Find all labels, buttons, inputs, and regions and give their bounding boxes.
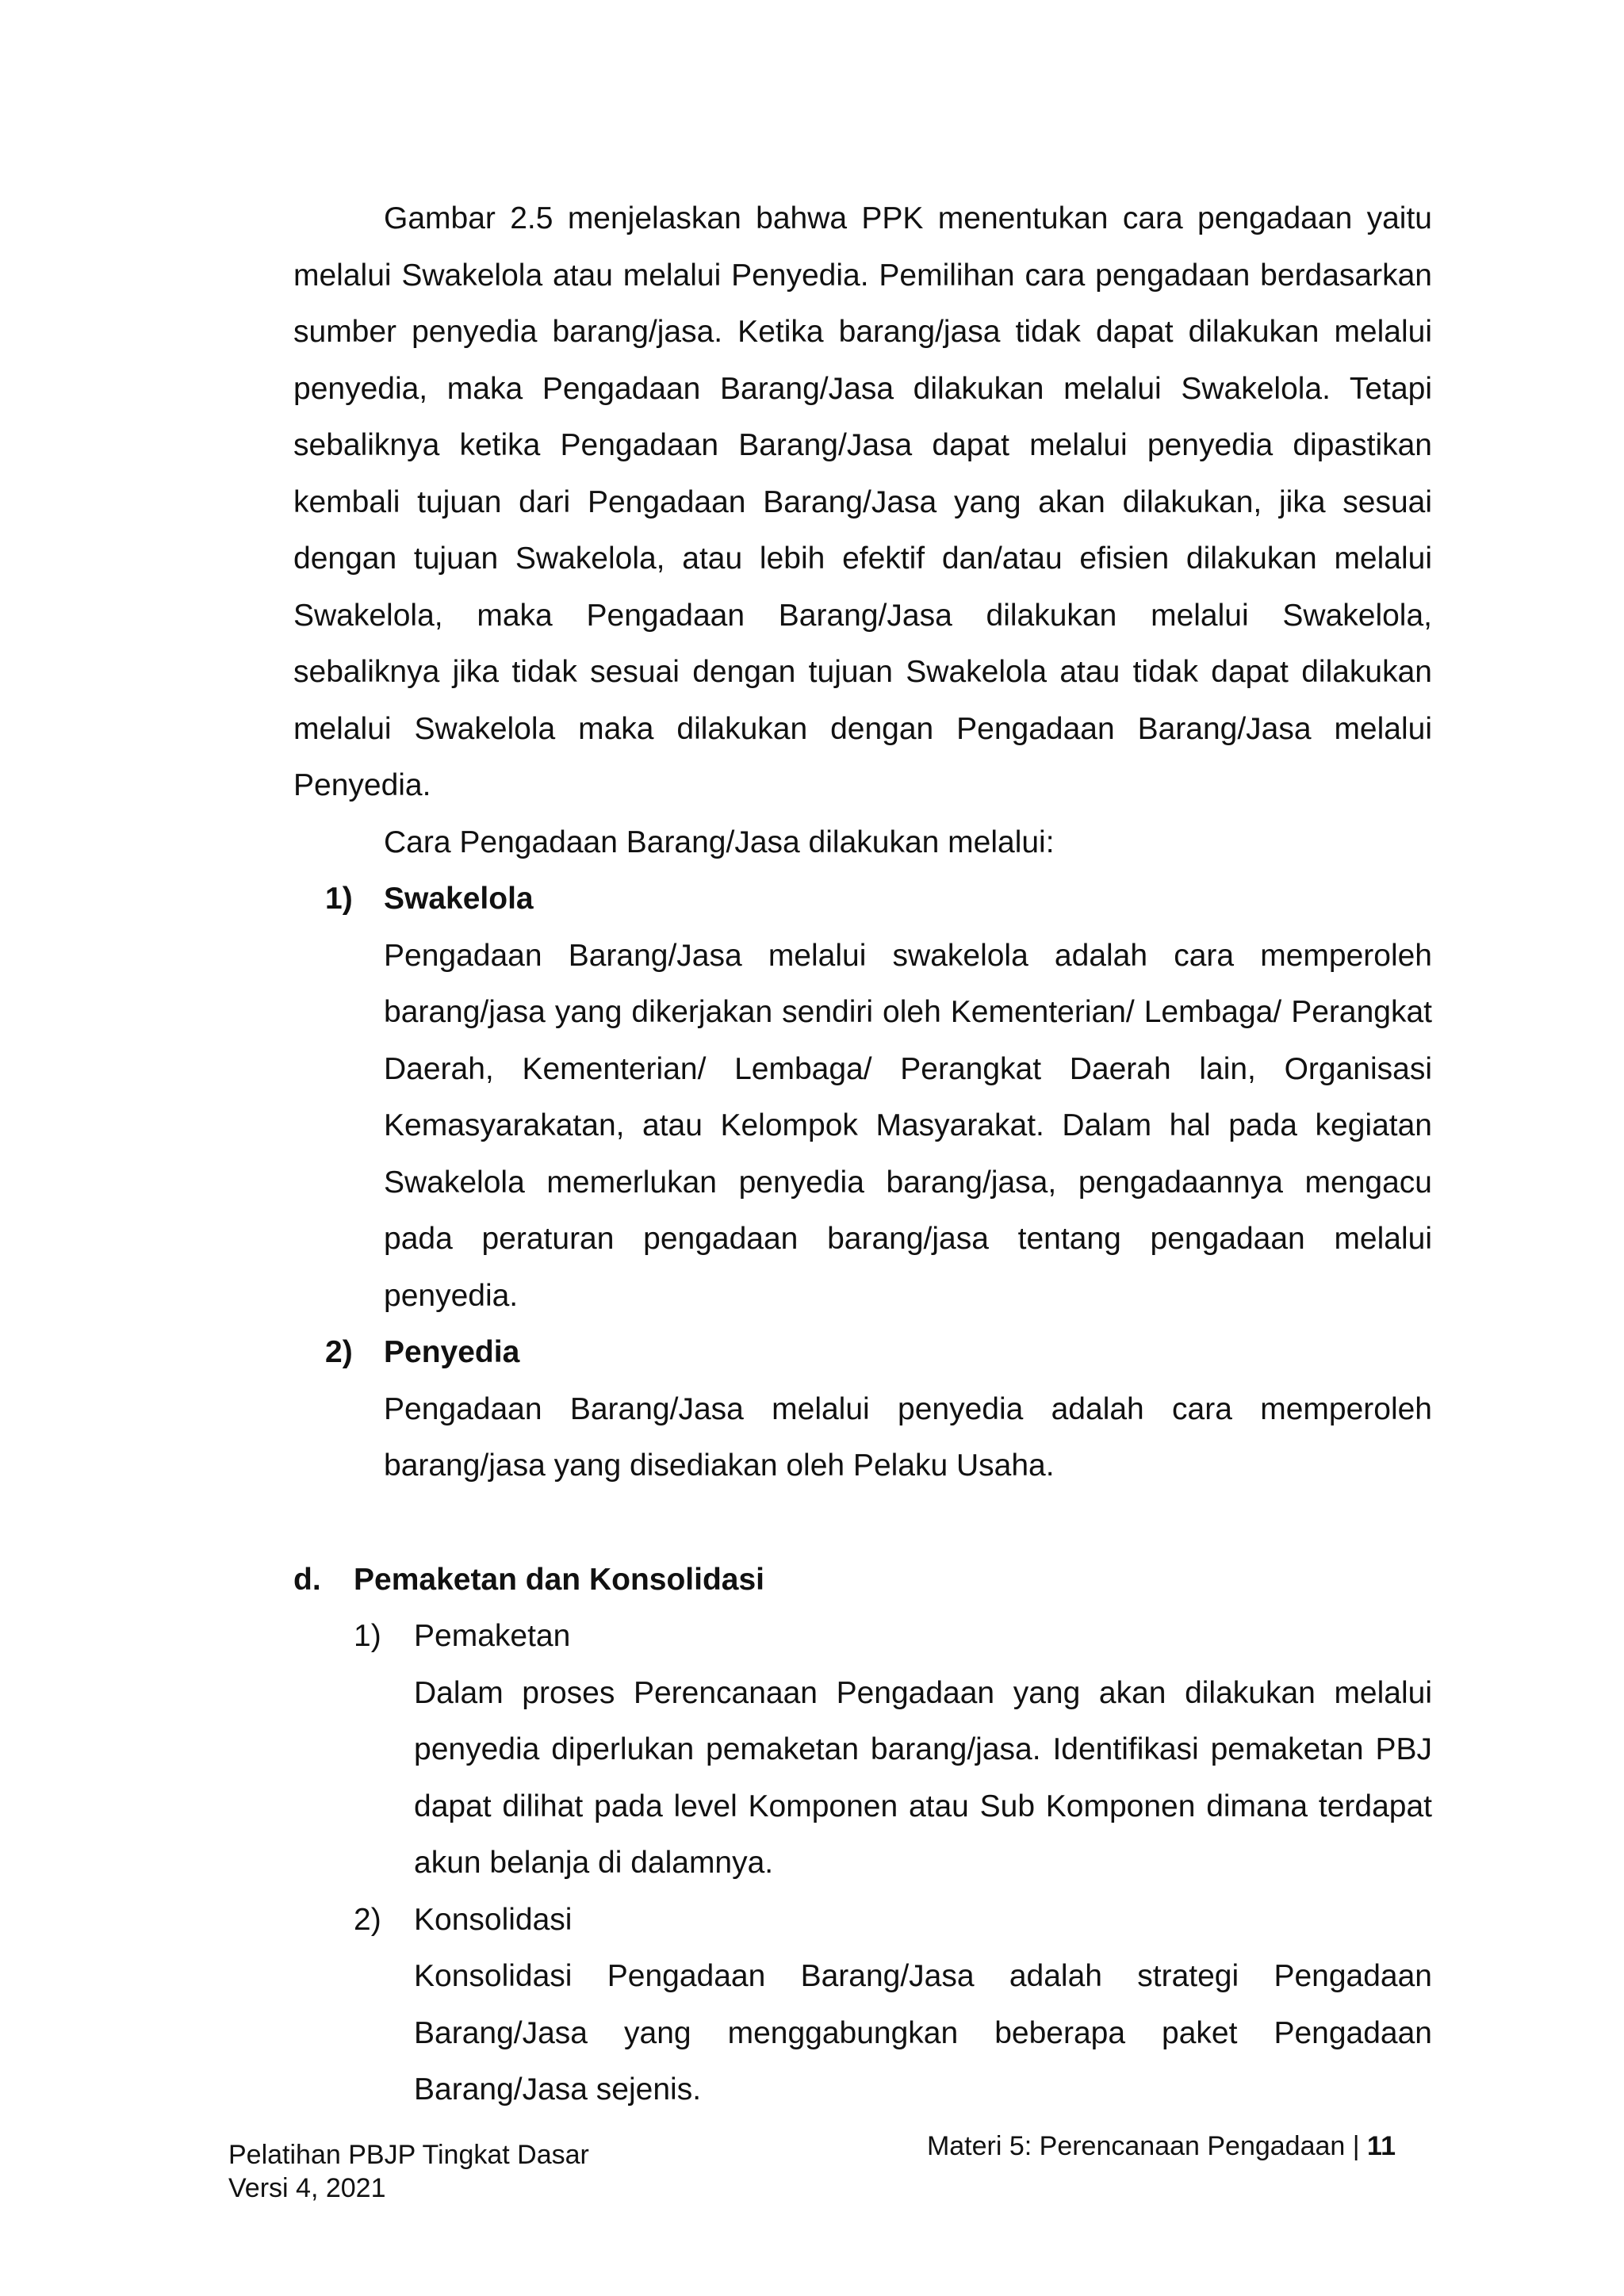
method-number: 2) <box>325 1335 353 1369</box>
subsection-title: Pemaketan <box>414 1619 571 1653</box>
footer-left <box>228 2138 589 2205</box>
subsection-description: Konsolidasi Pengadaan Barang/Jasa adalah strategi Pengadaan Barang/Jasa yang menggabungkan beberapa paket Pengadaan Barang/Jasa sejenis. <box>414 1959 1432 2107</box>
subsection-title: Konsolidasi <box>414 1902 573 1937</box>
subsection-number: 1) <box>354 1619 381 1653</box>
footer-module: Materi 5: Perencanaan Pengadaan | <box>926 2131 1368 2161</box>
method-title: Swakelola <box>384 882 534 916</box>
method-description: Pengadaan Barang/Jasa melalui penyedia adalah cara memperoleh barang/jasa yang disediakan oleh Pelaku Usaha. <box>384 1391 1432 1483</box>
section-title: Pemaketan dan Konsolidasi <box>354 1562 764 1597</box>
section-heading <box>293 1552 1432 1609</box>
page-body <box>293 190 1432 2118</box>
method-swakelola <box>293 871 1432 1324</box>
method-number: 1) <box>325 882 353 916</box>
footer-version: Versi 4, 2021 <box>228 2173 386 2203</box>
method-description: Pengadaan Barang/Jasa melalui swakelola adalah cara memperoleh barang/jasa yang dikerjakan sendiri oleh Kementerian/ Lembaga/ Perangkat Daerah, Kementerian/ Lembaga/ Perangkat Daerah lain, Organisasi Kemasyarakatan, atau Kelompok Masyarakat. Dalam hal pada kegiatan Swakelola memerlukan penyedia barang/jasa, pengadaannya mengacu pada peraturan pengadaan barang/jasa tentang pengadaan melalui penyedia. <box>384 938 1432 1313</box>
methods-lead: Cara Pengadaan Barang/Jasa dilakukan melalui: <box>384 825 1055 859</box>
subsection-pemaketan <box>293 1608 1432 1892</box>
subsection-konsolidasi <box>293 1892 1432 2118</box>
method-title: Penyedia <box>384 1335 520 1369</box>
page-number: 11 <box>1367 2131 1396 2161</box>
section-letter: d. <box>293 1562 321 1597</box>
subsection-number: 2) <box>354 1902 381 1937</box>
subsection-description: Dalam proses Perencanaan Pengadaan yang akan dilakukan melalui penyedia diperlukan pemaketan barang/jasa. Identifikasi pemaketan PBJ dapat dilihat pada level Komponen atau Sub Komponen dimana terdapat akun belanja di dalamnya. <box>414 1675 1432 1880</box>
footer-course: Pelatihan PBJP Tingkat Dasar <box>228 2140 589 2170</box>
intro-paragraph: Gambar 2.5 menjelaskan bahwa PPK menentukan cara pengadaan yaitu melalui Swakelola atau melalui Penyedia. Pemilihan cara pengadaan berdasarkan sumber penyedia barang/jasa. Ketika barang/jasa tidak dapat dilakukan melalui penyedia, maka Pengadaan Barang/Jasa dilakukan melalui Swakelola. Tetapi sebaliknya ketika Pengadaan Barang/Jasa dapat melalui penyedia dipastikan kembali tujuan dari Pengadaan Barang/Jasa yang akan dilakukan, jika sesuai dengan tujuan Swakelola, atau lebih efektif dan/atau efisien dilakukan melalui Swakelola, maka Pengadaan Barang/Jasa dilakukan melalui Swakelola, sebaliknya jika tidak sesuai dengan tujuan Swakelola atau tidak dapat dilakukan melalui Swakelola maka dilakukan dengan Pengadaan Barang/Jasa melalui Penyedia. <box>293 201 1432 802</box>
footer-right <box>904 2130 1396 2163</box>
method-penyedia <box>293 1324 1432 1494</box>
